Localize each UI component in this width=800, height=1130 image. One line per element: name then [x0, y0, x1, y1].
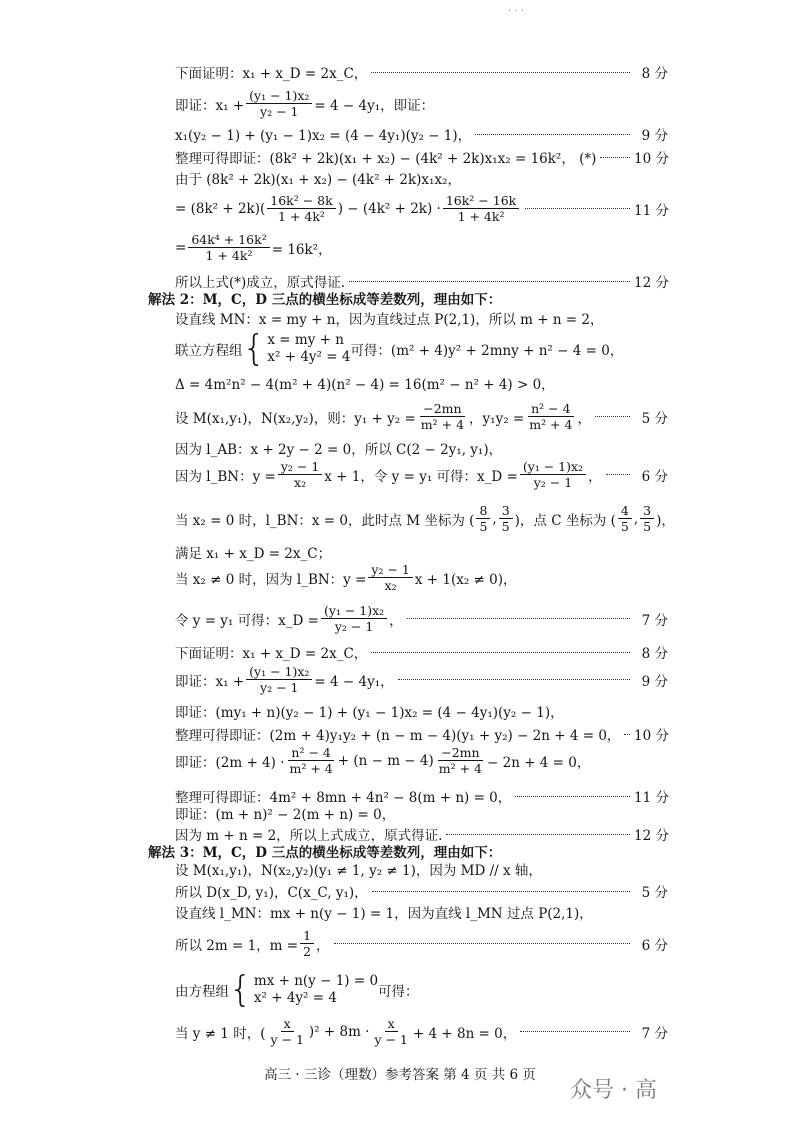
- step-row: [175, 193, 668, 224]
- step-text: x + 1(x₂ ≠ 0)，: [414, 571, 517, 588]
- fraction: [267, 1016, 306, 1047]
- denominator: 5: [479, 519, 488, 534]
- fraction: [287, 745, 336, 776]
- equation-system: [229, 969, 379, 1010]
- denominator: 1 + 4k²: [278, 209, 325, 224]
- step-text: 整理可得即证：(8k² + 2k)(x₁ + x₂) − (4k² + 2k)x₁x₂ = 16k²， (*): [175, 151, 597, 167]
- brace-icon: {: [229, 969, 252, 1010]
- top-mark: · · ·: [508, 6, 524, 17]
- step-text: 由于 (8k² + 2k)(x₁ + x₂) − (4k² + 2k)x₁x₂，: [175, 172, 461, 188]
- denominator: 1 + 4k²: [205, 248, 253, 263]
- numerator: x: [281, 1016, 294, 1032]
- denominator: m² + 4: [529, 417, 573, 432]
- numerator: 1: [300, 928, 314, 944]
- step-text: 因为 m + n = 2，所以上式成立，原式得证.: [175, 828, 443, 844]
- denominator: x₂: [384, 578, 397, 593]
- numerator: −2mn: [438, 745, 482, 761]
- step-text: 设直线 l_MN：mx + n(y − 1) = 1，因为直线 l_MN 过点 P(2,1)，: [175, 906, 593, 922]
- numerator: 64k⁴ + 16k²: [188, 232, 269, 248]
- score-label: 7 分: [641, 612, 668, 629]
- numerator: (y₁ − 1)x₂: [520, 459, 586, 475]
- step-text: 可得：(m² + 4)y² + 2mny + n² − 4 = 0，: [350, 343, 624, 359]
- step-text: = 16k²，: [271, 241, 332, 258]
- leader-dots: [407, 618, 630, 619]
- step-row: [175, 824, 668, 844]
- fraction: [526, 401, 575, 432]
- leader-dots: [475, 134, 630, 135]
- numerator: n² − 4: [528, 401, 573, 417]
- score-label: 12 分: [634, 275, 669, 291]
- fraction: [443, 193, 519, 224]
- step-text: ,: [633, 510, 639, 527]
- denominator: 2: [303, 944, 312, 959]
- denominator: y − 1: [270, 1032, 304, 1047]
- step-text: 由方程组: [175, 984, 229, 1000]
- fraction: [371, 1016, 410, 1047]
- step-row: [175, 786, 668, 806]
- numerator: 16k² − 8k: [267, 193, 335, 209]
- step-text: 设 M(x₁,y₁)，N(x₂,y₂)，则：y₁ + y₂ =: [175, 410, 416, 427]
- denominator: y − 1: [374, 1032, 408, 1047]
- denominator: m² + 4: [289, 761, 333, 776]
- denominator: x₂: [294, 475, 307, 490]
- denominator: y₂ − 1: [260, 104, 299, 119]
- step-text: 即证：x₁ +: [175, 673, 245, 690]
- leader-dots: [372, 891, 630, 892]
- step-text: 即证：(my₁ + n)(y₂ − 1) + (y₁ − 1)x₂ = (4 − 4y₁)(y₂ − 1)，: [175, 705, 564, 721]
- step-text: 所以 D(x_D, y₁)，C(x_C, y₁)，: [175, 885, 368, 901]
- numerator: (y₁ − 1)x₂: [246, 88, 312, 104]
- numerator: 4: [618, 503, 632, 519]
- score-label: 9 分: [641, 673, 668, 690]
- step-row: [175, 928, 668, 959]
- numerator: (y₁ − 1)x₂: [321, 603, 387, 619]
- numerator: n² − 4: [288, 745, 333, 761]
- leader-dots: [600, 157, 630, 158]
- step-text: )，: [656, 512, 675, 529]
- step-row: [175, 603, 668, 634]
- step-row: [175, 562, 517, 593]
- leader-dots: [371, 72, 630, 73]
- fraction: [640, 503, 654, 534]
- step-text: 设直线 MN：x = my + n，因为直线过点 P(2,1)，所以 m + n = 2，: [175, 312, 604, 328]
- score-label: 8 分: [641, 66, 668, 82]
- fraction: [321, 603, 387, 634]
- score-label: 8 分: [641, 646, 668, 662]
- fraction: [300, 928, 314, 959]
- fraction: [476, 503, 490, 534]
- step-row: [175, 271, 668, 291]
- method-heading: 解法 2：M，C，D 三点的横坐标成等差数列，理由如下：: [148, 292, 502, 308]
- leader-dots: [520, 1031, 630, 1032]
- denominator: m² + 4: [420, 417, 465, 432]
- brace-icon: {: [242, 328, 266, 369]
- step-text: 即证：(2m + 4) ·: [175, 754, 285, 771]
- fraction: [278, 459, 322, 490]
- step-row: [175, 124, 668, 144]
- step-text: 所以上式(*)成立，原式得证.: [175, 275, 346, 291]
- step-text: + (n − m − 4): [337, 752, 434, 769]
- system-equation: x² + 4y² = 4: [253, 990, 337, 1006]
- numerator: −2mn: [420, 401, 464, 417]
- system-equation: x² + 4y² = 4: [267, 349, 351, 365]
- step-text: Δ = 4m²n² − 4(m² + 4)(n² − 4) = 16(m² − n² + 4) > 0，: [175, 377, 555, 393]
- denominator: m² + 4: [438, 761, 483, 776]
- step-row: [175, 232, 332, 263]
- step-text: 整理可得即证：(2m + 4)y₁y₂ + (n − m − 4)(y₁ + y₂) − 2n + 4 = 0，: [175, 728, 621, 744]
- step-text: 整理可得即证：4m² + 8mn + 4n² − 8(m + n) = 0，: [175, 790, 512, 806]
- score-label: 10 分: [634, 151, 669, 167]
- fraction: [520, 459, 586, 490]
- score-label: 5 分: [641, 885, 668, 901]
- fraction: [188, 232, 269, 263]
- step-row: [175, 147, 668, 167]
- step-row: [175, 503, 675, 534]
- system-equation: mx + n(y − 1) = 0: [253, 973, 379, 989]
- score-label: 6 分: [641, 468, 668, 485]
- step-text: ,: [492, 510, 497, 527]
- score-label: 12 分: [634, 828, 669, 844]
- step-text: 满足 x₁ + x_D = 2x_C；: [175, 546, 332, 562]
- step-row: [175, 642, 668, 662]
- fraction: [246, 664, 312, 695]
- denominator: 5: [501, 519, 510, 534]
- step-text: = 4 − 4y₁，: [314, 673, 394, 690]
- fraction: [418, 401, 467, 432]
- numerator: 16k² − 16k: [443, 193, 519, 209]
- step-text: 当 y ≠ 1 时，(: [175, 1025, 266, 1042]
- step-row: [175, 969, 419, 1010]
- leader-dots: [624, 734, 630, 735]
- denominator: 5: [620, 519, 629, 534]
- fraction: [368, 562, 412, 593]
- leader-dots: [349, 281, 630, 282]
- step-text: 令 y = y₁ 可得：x_D =: [175, 612, 319, 629]
- step-text: )² + 8m ·: [308, 1023, 370, 1040]
- leader-dots: [606, 474, 630, 475]
- step-text: 因为 l_AB：x + 2y − 2 = 0，所以 C(2 − 2y₁, y₁)，: [175, 442, 503, 458]
- step-text: 所以 2m = 1，m =: [175, 937, 299, 954]
- step-text: ，: [588, 468, 602, 485]
- numerator: y₂ − 1: [368, 562, 412, 578]
- score-label: 10 分: [634, 728, 669, 744]
- fraction: [499, 503, 513, 534]
- numerator: (y₁ − 1)x₂: [246, 664, 312, 680]
- step-text: 即证：x₁ +: [175, 97, 245, 114]
- denominator: y₂ − 1: [260, 680, 299, 695]
- step-text: 当 x₂ = 0 时，l_BN：x = 0，此时点 M 坐标为 (: [175, 512, 475, 529]
- step-text: ，: [389, 612, 403, 629]
- equation-system: [242, 328, 351, 369]
- score-label: 9 分: [641, 128, 668, 144]
- numerator: x: [385, 1016, 398, 1032]
- leader-dots: [515, 796, 630, 797]
- step-text: x₁(y₂ − 1) + (y₁ − 1)x₂ = (4 − 4y₁)(y₂ − 1)，: [175, 128, 472, 144]
- step-text: 下面证明：x₁ + x_D = 2x_C，: [175, 66, 368, 82]
- step-text: 设 M(x₁,y₁)，N(x₂,y₂)(y₁ ≠ 1, y₂ ≠ 1)，因为 MD // x 轴，: [175, 863, 542, 879]
- step-text: 联立方程组: [175, 343, 243, 359]
- leader-dots: [525, 208, 630, 209]
- step-row: [175, 88, 434, 119]
- system-equation: x = my + n: [267, 332, 344, 348]
- step-text: = (8k² + 2k)(: [175, 200, 266, 217]
- step-text: − 2n + 4 = 0，: [487, 754, 591, 771]
- numerator: 3: [499, 503, 513, 519]
- step-row: [175, 881, 668, 901]
- fraction: [436, 745, 485, 776]
- fraction: [267, 193, 335, 224]
- step-text: 因为 l_BN：y =: [175, 468, 276, 485]
- score-label: 6 分: [641, 937, 668, 954]
- step-text: 即证：(m + n)² − 2(m + n) = 0，: [175, 807, 396, 823]
- step-text: =: [175, 239, 187, 256]
- denominator: 5: [643, 519, 652, 534]
- score-label: 5 分: [641, 410, 668, 427]
- numerator: 8: [476, 503, 490, 519]
- score-label: 7 分: [641, 1025, 668, 1042]
- step-text: )，点 C 坐标为 (: [514, 512, 616, 529]
- denominator: y₂ − 1: [533, 475, 573, 490]
- method-heading: 解法 3：M，C，D 三点的横坐标成等差数列，理由如下：: [148, 845, 502, 861]
- step-row: [175, 664, 668, 695]
- leader-dots: [398, 679, 630, 680]
- denominator: 1 + 4k²: [457, 209, 505, 224]
- step-text: ，y₁y₂ =: [469, 410, 525, 427]
- step-text: + 4 + 8n = 0，: [412, 1025, 517, 1042]
- score-label: 11 分: [634, 790, 669, 806]
- step-row: [175, 724, 668, 744]
- numerator: y₂ − 1: [278, 459, 322, 475]
- leader-dots: [334, 943, 630, 944]
- fraction: [246, 88, 312, 119]
- step-text: 下面证明：x₁ + x_D = 2x_C，: [175, 646, 368, 662]
- step-row: [175, 401, 668, 432]
- leader-dots: [446, 834, 630, 835]
- step-text: ，: [316, 937, 330, 954]
- step-text: 可得：: [378, 984, 419, 1000]
- step-row: [175, 459, 668, 490]
- fraction: [618, 503, 632, 534]
- step-text: ) − (4k² + 2k) ·: [337, 200, 441, 217]
- step-text: ，: [577, 410, 591, 427]
- step-row: [175, 1016, 668, 1047]
- step-text: = 4 − 4y₁，即证：: [314, 97, 435, 114]
- step-row: [175, 328, 624, 369]
- numerator: 3: [640, 503, 654, 519]
- step-text: 当 x₂ ≠ 0 时，因为 l_BN：y =: [175, 571, 367, 588]
- step-row: [175, 745, 590, 776]
- page-footer: 高三 · 三诊（理数）参考答案 第 4 页 共 6 页: [264, 1067, 536, 1083]
- step-row: [175, 62, 668, 82]
- denominator: y₂ − 1: [334, 619, 374, 634]
- step-text: x + 1，令 y = y₁ 可得：x_D =: [324, 468, 518, 485]
- leader-dots: [371, 652, 630, 653]
- watermark: 众号 · 高: [570, 1078, 657, 1103]
- score-label: 11 分: [634, 202, 669, 219]
- leader-dots: [595, 416, 630, 417]
